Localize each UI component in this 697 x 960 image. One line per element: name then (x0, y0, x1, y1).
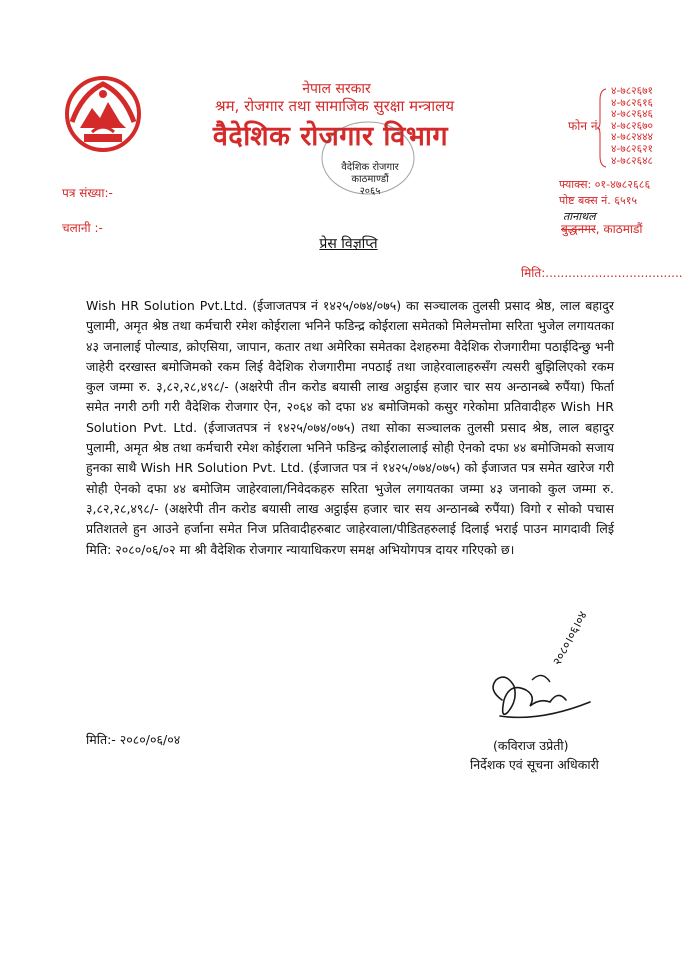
phone-number: ४-७८२४४४ (611, 131, 654, 144)
signature-icon (480, 660, 620, 735)
body-paragraph: Wish HR Solution Pvt.Ltd. (ईजाजतपत्र नं १४२५/०७४/०७५) का सञ्चालक तुलसी प्रसाद श्रेष्ठ, लाल बहादुर पुलामी, अमृत श्रेष्ठ तथा कर्मचारी रमेश कोईराला भनिने फडिन्द्र कोईराला समेतको मिलेमत्तोमा सरिता भुजेल लगायतका ४३ जनालाई पोल्याड, क्रोएसिया, जापान, कतार तथा अमेरिका समेतका देशहरुमा वैदेशिक रोजगारीमा पठाईदिन्छु भनी जाहेरी दरखास्त बमोजिमको रकम लिई वैदेशिक रोजगारीमा नपठाई तथा जाहेरवालाहरुसँग त्यसरी बुझिलिएको रकम कुल जम्मा रु. ३,८२,२८,४९८/- (अक्षरेपी तीन करोड बयासी लाख अट्ठाईस हजार चार सय अन्ठानब्बे रुपैंया) फिर्ता समेत नगरी ठगी गरी वैदेशिक रोजगार ऐन, २०६४ को दफा ४४ बमोजिमको कसुर गरेकोमा प्रतिवादीहरु Wish HR Solution Pvt. Ltd. (ईजाजतपत्र नं १४२५/०७४/०७५) तथा सोका सञ्चालक तुलसी प्रसाद श्रेष्ठ, लाल बहादुर पुलामी, अमृत श्रेष्ठ तथा कर्मचारी रमेश कोईराला भनिने फडिन्द्र कोईरालालाई सोही ऐनको दफा ४४ बमोजिमको सजाय हुनका साथै Wish HR Solution Pvt. Ltd. (ईजाजत पत्र नं १४२५/०७४/०७५) को ईजाजत पत्र समेत खारेज गरी सोही ऐनको दफा ४४ बमोजिम जाहेरवाला/निवेदकहरु सरिता भुजेल लगायतका जम्मा ४३ जनाको कुल जम्मा रु. ३,८२,२८,४९८/- (अक्षरेपी तीन करोड बयासी लाख अट्ठाईस हजार चार सय अन्ठानब्बे रुपैंया) विगो र सोको पचास प्रतिशतले हुन आउने हर्जाना समेत निज प्रतिवादीहरुबाट जाहेरवाला/पीडितहरुलाई दिलाई भराई पाउन मागदावी लिई मिति: २०८०/०६/०२ मा श्री वैदेशिक रोजगार न्यायाधिकरण समक्ष अभियोगपत्र दायर गरिएको छ। (86, 298, 614, 557)
address (561, 210, 643, 236)
dispatch-number-label: चलानी :- (62, 221, 103, 235)
phone-number: ४-७८२६१६ (611, 96, 654, 109)
brace-icon (597, 88, 607, 168)
address-handwritten: तानाथल (563, 210, 596, 223)
stamp-text: वैदेशिक रोजगार काठमाण्डौं २०६५ (341, 162, 399, 197)
po-box: पोष्ट बक्स नं. ६५१५ (559, 194, 638, 207)
issue-date: मिति:- २०८०/०६/०४ (86, 732, 181, 747)
phone-number-list (611, 86, 653, 167)
phone-number: ४-७८२६२१ (611, 142, 654, 155)
department-name: वैदेशिक रोजगार विभाग (212, 121, 449, 152)
address-tail: , काठमाडौं (595, 222, 643, 236)
phone-number: ४-७८२६७० (611, 119, 654, 132)
phone-number: ४-७८२६७१ (611, 85, 654, 97)
fax-number: फ्याक्स: ०१-४७८२६८६ (559, 178, 651, 191)
government-name: नेपाल सरकार (302, 81, 371, 97)
signature-date: २०८०।०६।०४ (549, 608, 590, 668)
date-field: मिति:.................................... (521, 266, 683, 280)
phone-label: फोन नं. (568, 119, 602, 133)
signer-name: (कविराज उप्रेती) (493, 738, 569, 753)
signer-designation: निर्देशक एवं सूचना अधिकारी (470, 757, 599, 772)
reference-number-label: पत्र संख्या:- (62, 186, 113, 200)
press-release-body (86, 296, 614, 560)
ministry-name: श्रम, रोजगार तथा सामाजिक सुरक्षा मन्त्रालय (214, 97, 455, 115)
phone-number: ४-७८२६४८ (611, 154, 654, 167)
address-struck: बुद्धनगर (561, 222, 596, 236)
document-title: प्रेस विज्ञप्ति (319, 236, 378, 252)
phone-number: ४-७८२६४६ (611, 108, 654, 121)
